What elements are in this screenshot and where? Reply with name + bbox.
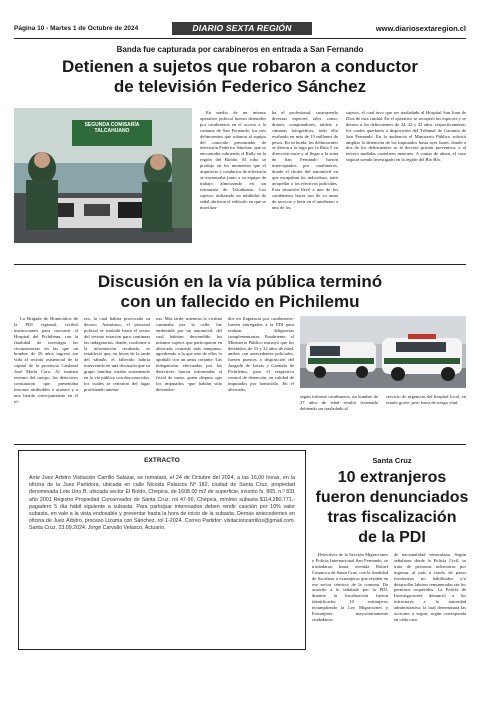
article1-divider	[14, 264, 466, 265]
article1-headline-line1: Detienen a sujetos que robaron a conductor	[61, 57, 419, 76]
article2-photo	[300, 316, 466, 388]
article3-headline-line2: fueron denunciados	[315, 489, 469, 506]
article3-headline	[312, 468, 472, 548]
article3-col1-text: Detectives de la Sección Migraciones y Policía Internacional San Fernando, se trasladaron hasta avenida Rafael Casanova de Santa Cruz, con la finalidad de fiscalizar a extranjeros que residen en ese sector céntrico de la comuna. De acuerdo a lo señalado por la PDI, durante la fiscalización fueron identificados 10 extranjeros incumpliendo la Ley Migraciones y Extranjería, mayoritariamente ciudadanos	[312, 552, 388, 622]
article2-col5	[300, 394, 378, 440]
article1-kicker: Banda fue capturada por carabineros en entrada a San Fernando	[116, 45, 364, 54]
article2-col1-text: La Brigada de Homicidios de la PDI regional, recibió instrucciones para concurrir al Hospital del Pichilemu, con la finalidad de investigar las circunstancias en las que un hombre de 26 años ingresó sin vida al recinto asistencial de la capital de la provincia Cardenal José María Caro. Al examen externo del cuerpo, los detectives constataron que presentaba lesiones atribuibles a arrastre y a una herida corto-punzante en el tó-	[14, 316, 78, 404]
article1-photo-sign: SEGUNDA COMISARÍA TALCAHUANO	[84, 122, 140, 134]
extracto-title: EXTRACTO	[144, 457, 180, 464]
article1-col2-text: ba el profesional, sustrayendo diversas especies tales como, drones, computadores, tablets y cámaras fotográficas, todo ello evaluado en más de 15 millones de pesos. En su huida, los delincuentes se dieron a la fuga por la Ruta 5 en dirección norte y al llegar a la zona de San Fernando fueron interceptados por carabineros, donde el chofer del automóvil en que escapaban los individuos, trató atropellar a los efectivos policiales. Esta situación llevó a uno de los carabineros hacer uso de su arma de servicio y herir en el antebrazo a uno de los	[272, 110, 338, 210]
article2-col2-text: rax, la cual habría provocado su deceso. Asimismo, el personal policial se trasladó hasta el sector del recinto estación para continuar las indagatorias, donde, conforme a la información recabada, se estableció que, en horas de la tarde del sábado, el fallecido habría intervenido en una discusión que su grupo familiar estaba sosteniendo en la vía pública con desconocidos, los cuales se retiraron del lugar profiriendo amena-	[84, 316, 150, 392]
article1-col2	[272, 110, 338, 262]
article2-headline-line1: Discusión en la vía pública terminó	[97, 272, 383, 291]
article2-col1	[14, 316, 78, 442]
article3-col1	[312, 552, 388, 660]
article2-col2	[84, 316, 150, 442]
article1-col3	[346, 110, 466, 262]
article2-col4-text: dos en flagrancia por carabineros- fuesen entregados a la PDI para realizar diligencias complementarias. Finalmente, el Ministerio Público instruyó que los detenidos, de 23 y 32 años de edad, ambos con antecedentes policiales, fuesen puestos a disposición del Juzgado de Letras y Garantía de Pichilemu, para el respectivo control de detención, en calidad de imputados por homicidio. En el altercado,	[228, 316, 294, 392]
article3-headline-line3: tras fiscalización	[327, 509, 457, 526]
article1-col3-text: sujetos, el cual tuvo que ser trasladado al Hospital San Juan de Dios de esta ciudad. En el operativo se recuperó las especies y se detuvo a los delincuentes de 24, 42 y 32 años, respectivamente, los cuales quedaron a disposición del Tribunal de Garantía de San Fernando. En la audiencia el Ministerio Público solicitó ampliar la detención de los imputados hasta ayer lunes, donde a dos de los delincuentes se le decretó prisión preventiva, y al tercero medidas cautelares menores. A contar de ahora, el caso seguirá siendo investigado en la región del Bío Bío.	[346, 110, 466, 163]
article2-headline-line2: con un fallecido en Pichilemu	[120, 292, 360, 311]
article1-col1-text: En medio de un intenso operativo policial fueron detenidos por carabineros en el acceso a la comuna de San Fernando, los tres delincuentes que robaron al equipo del conocido presentador de televisión Federico Sánchez, que se encontraba cubriendo el Rally en la región del Biobío. El robo se produjo en los momentos que el arquitecto y conductor de televisión se encontraba junto a su equipo de trabajo almorzando en un restaurant de Talcahuano. Los sujetos, utilizando un inhibidor de señal abrieron el vehículo en que se moviliza-	[200, 110, 266, 210]
article3-kicker: Santa Cruz	[372, 456, 412, 465]
article2-col6	[386, 394, 466, 440]
extracto-notice	[18, 450, 306, 650]
article1-headline-line2: de televisión Federico Sánchez	[113, 77, 367, 96]
article1-photo	[14, 108, 192, 243]
extracto-body: Ante Juez Árbitro Visitación Carrillo Salazar, se rematará, el 24 de Octubre del 2024, a las 16,00 horas, en la oficina de la Juez Partidora, ubicada en calle Nicolás Palacios Nº 182, ciudad de Santa Cruz, propiedad denominada Lote Uno B, ubicada sector El Boldo, Chépica, de 1608.00 m2 de superficie, inscrito fs. 865, n.º 831 año 2001 Registro Propiedad Conservador de Santa Cruz, rol 47-90, Chépica, mínimo subasta $114.280.771.- pagadero 5 día hábil siguiente a subasta. Para participar interesados deben rendir caución por 10% valor subasta, en vale a la vista endosable y presentar hasta la hora de inicio de la subasta. Demás antecedentes en oficina de Juez Árbitro, proceso Lizama con Sánchez, rol 1-2024. Correo Partidor: visitacioncarrillos@gmail.com. Santa Cruz, 23.09.2024. Jorge Carvallo Velasco, Actuario.	[29, 475, 295, 532]
article2-divider	[14, 444, 466, 445]
website: www.diariosextaregion.cl	[375, 24, 466, 33]
page-header	[14, 22, 466, 36]
article2-col6-text: servicio de urgencias del hospital local, en estado grave, pero fuera de riesgo vital.	[386, 394, 466, 405]
page-number-date: Página 10 - Martes 1 de Octubre de 2024	[14, 25, 139, 32]
article2-col4	[228, 316, 294, 442]
article2-col3	[156, 316, 222, 442]
masthead: DIARIO SEXTA REGIÓN	[172, 22, 312, 35]
header-divider	[14, 38, 466, 39]
article2-headline	[14, 272, 466, 312]
article1-col1	[200, 110, 266, 262]
article2-col3-text: zas. Más tarde, mientras la víctima caminaba por la calle, fue embestida por un automóvil, del cual habrían descendido los mismos sujetos que participaron en altercado ocurrido más temprano, agrediendo a la que uno de ellos lo apuñaló con un arma cortante. Las indagatorias efectuadas por los detectives fueron informadas al fiscal de turno, quien dispuso que los imputados -que habían sido detenidos-	[156, 316, 222, 392]
article3-col2-text: de nacionalidad venezolana. Según señalaron desde la Policía Civil, se trata de personas infractoras por ingresar al país a través de pasos fronterizos no habilitados y/o desarrollar labores remuneradas sin los permisos requeridos. La Policía de Investigaciones denunció a los infractores a la autoridad administrativa, la cual determinará las acciones a seguir, según corresponda en cada caso.	[394, 552, 466, 622]
article1-headline	[14, 57, 466, 97]
police-car-photo	[300, 316, 466, 388]
article3-headline-line4: de la PDI	[358, 529, 426, 546]
article2-col5-text: según informó carabineros, un hombre de 27 años de edad resultó lesionado debiendo ser trasladado al	[300, 394, 378, 411]
article3-col2	[394, 552, 466, 660]
article3-headline-line1: 10 extranjeros	[337, 469, 447, 486]
